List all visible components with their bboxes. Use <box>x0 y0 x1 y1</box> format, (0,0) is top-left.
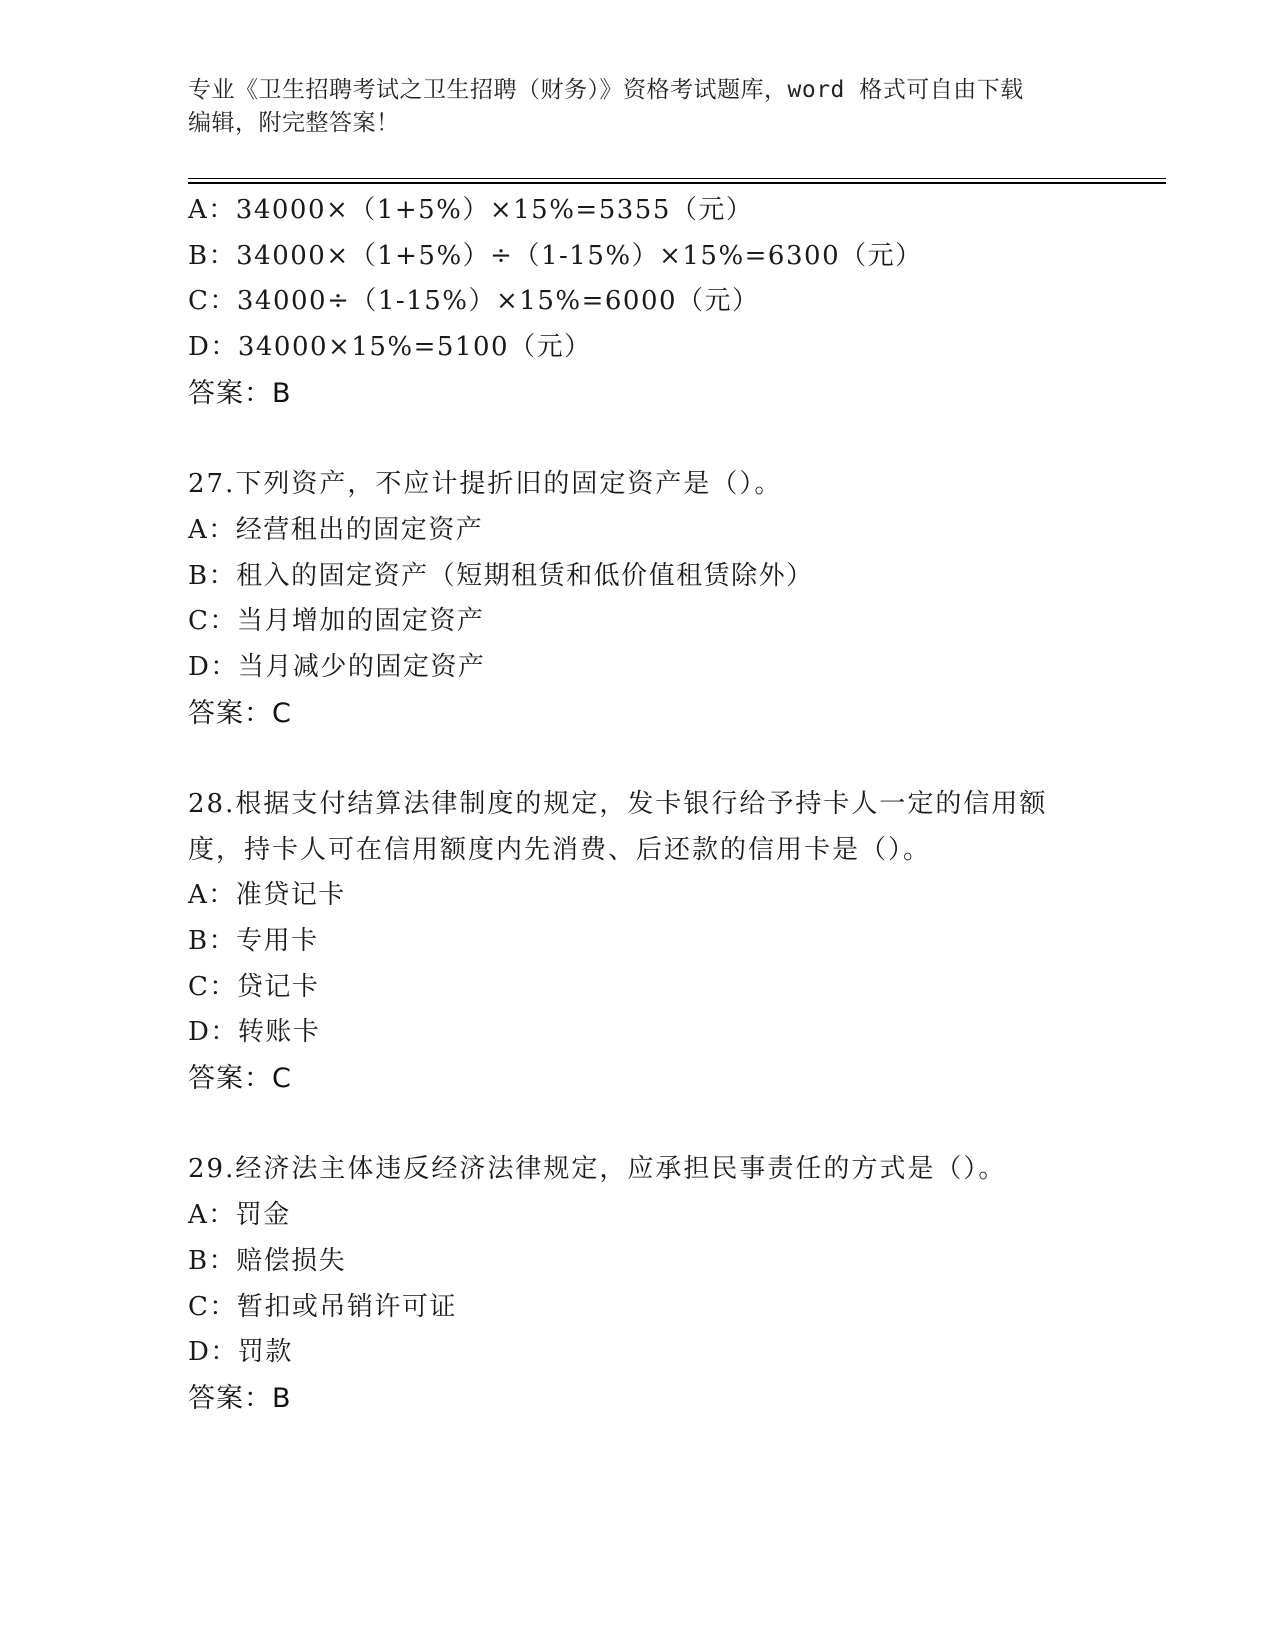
header-line-2: 编辑，附完整答案！ <box>188 110 400 136</box>
option-b: B：34000×（1+5%）÷（1-15%）×15%=6300（元） <box>188 240 923 271</box>
spacer <box>188 416 1088 462</box>
question-29 <box>188 1147 1088 1421</box>
question-26 <box>188 188 1088 416</box>
question-stem: 29.经济法主体违反经济法律规定，应承担民事责任的方式是（）。 <box>188 1154 1007 1185</box>
answer-label: 答案：C <box>188 1063 292 1095</box>
option-b: B：专用卡 <box>188 926 319 957</box>
option-b: B：赔偿损失 <box>188 1245 347 1276</box>
document-header <box>188 74 1088 140</box>
question-stem-line-1: 28.根据支付结算法律制度的规定，发卡银行给予持卡人一定的信用额 <box>188 788 1048 819</box>
answer-label: 答案：B <box>188 377 292 409</box>
option-c: C：贷记卡 <box>188 971 320 1002</box>
option-a: A：34000×（1+5%）×15%=5355（元） <box>188 195 754 225</box>
question-27 <box>188 462 1088 736</box>
header-line-1: 专业《卫生招聘考试之卫生招聘（财务）》资格考试题库，word 格式可自由下载 <box>188 77 1024 103</box>
option-c: C：当月增加的固定资产 <box>188 606 485 637</box>
option-b: B：租入的固定资产（短期租赁和低价值租赁除外） <box>188 560 814 591</box>
spacer <box>188 1102 1088 1148</box>
option-d: D：转账卡 <box>188 1017 321 1048</box>
header-divider-thin <box>188 178 1166 179</box>
question-list <box>188 188 1088 1422</box>
answer-label: 答案：C <box>188 697 292 729</box>
option-d: D：罚款 <box>188 1337 293 1368</box>
option-a: A：经营租出的固定资产 <box>188 514 484 545</box>
header-divider-thick <box>188 182 1166 184</box>
option-d: D：34000×15%=5100（元） <box>188 332 592 363</box>
question-stem-line-2: 度，持卡人可在信用额度内先消费、后还款的信用卡是（）。 <box>188 834 932 865</box>
question-28 <box>188 782 1088 1102</box>
option-c: C：暂扣或吊销许可证 <box>188 1291 457 1322</box>
option-d: D：当月减少的固定资产 <box>188 651 486 682</box>
option-c: C：34000÷（1-15%）×15%=6000（元） <box>188 286 760 317</box>
option-a: A：准贷记卡 <box>188 880 346 911</box>
option-a: A：罚金 <box>188 1200 291 1231</box>
question-stem: 27.下列资产，不应计提折旧的固定资产是（）。 <box>188 469 783 500</box>
spacer <box>188 736 1088 782</box>
answer-label: 答案：B <box>188 1382 292 1414</box>
